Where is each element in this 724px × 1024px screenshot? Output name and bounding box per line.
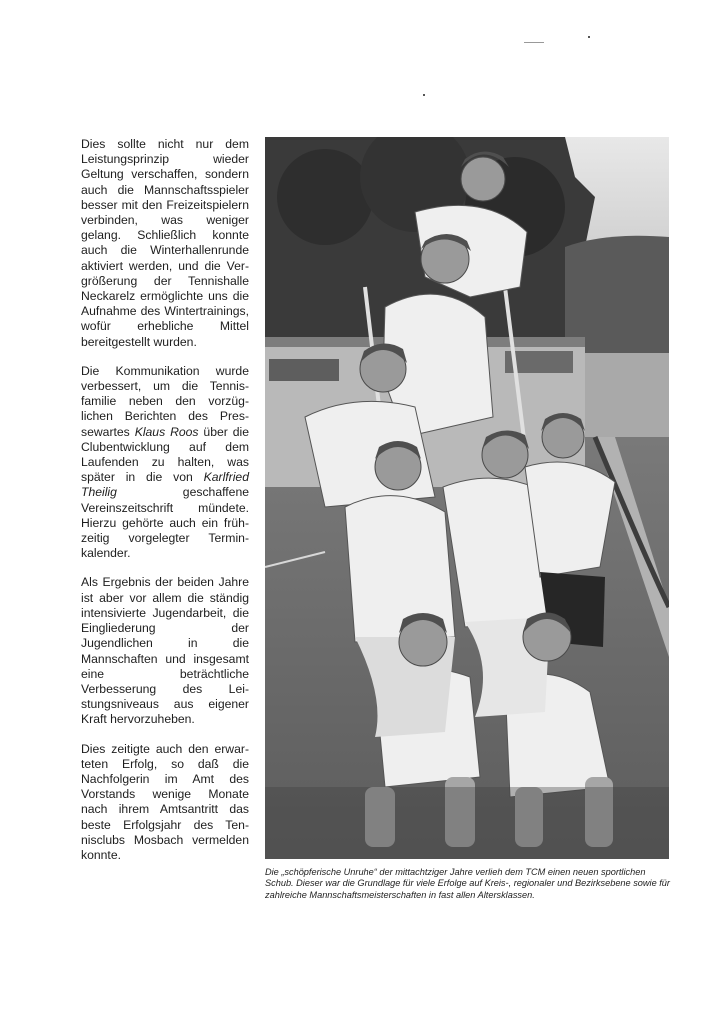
photo-caption: Die „schöpferische Unruhe“ der mittachtziger Jahre verlieh dem TCM einen neuen sportlichen Schub. Dieser war die Grundlage für viele Erfolge auf Kreis-, regionaler und Bezirksebene sowie für zahlreiche Mannschaftsmeisterschaften in fast allen Altersklassen.	[265, 867, 670, 900]
scan-speck	[524, 42, 544, 43]
scan-speck	[423, 94, 425, 96]
italic-name: Klaus Roos	[134, 424, 199, 439]
text-run: über die Clubentwicklung auf dem Laufenden zu halten, was später in die von	[81, 424, 249, 485]
text-run: Dies zeitigte auch den erwarteten Erfolg, so daß die Nachfolgerin im Amt des Vorstands wenige Monate nach ihrem Amtsantritt das beste Erfolgsjahr des Tennisclubs Mosbach vermelden konnte.	[81, 741, 249, 862]
text-run: Als Ergebnis der beiden Jahre ist aber vor allem die ständig intensivierte Jugendarbeit, die Eingliederung der Jugendlichen in die Mannschaften und insgesamt eine beträchtliche Verbesserung des Leistungsniveaus aus eigener Kraft hervorzuheben.	[81, 575, 249, 727]
text-run: geschaffene Vereinszeitschrift mündete. Hierzu gehörte auch ein frühzeitig vorgelegter Terminkalender.	[81, 485, 249, 561]
italic-name: Karlfried Theilig	[81, 470, 249, 500]
paragraph	[81, 575, 249, 727]
body-text-column	[81, 137, 249, 877]
team-photo-illustration	[265, 137, 669, 859]
text-run: Die Kommunikation wurde verbessert, um die Tennisfamilie neben den vorzüglichen Berichten des Pressewartes	[81, 363, 249, 439]
text-run: Dies sollte nicht nur dem Leistungsprinzip wieder Geltung verschaffen, sondern auch die Mannschaftsspieler besser mit den Freizeitspielern verbinden, was weniger gelang. Schließlich konnte auch die Winterhallenrunde aktiviert werden, und die Vergrößerung der Tennishalle Neckarelz ermöglichte uns die Aufnahme des Wintertrainings, wofür erhebliche Mittel bereitgestellt wurden.	[81, 137, 249, 349]
paragraph	[81, 137, 249, 350]
paragraph	[81, 742, 249, 864]
scan-speck	[588, 36, 590, 38]
paragraph	[81, 364, 249, 562]
team-photo	[265, 137, 669, 859]
